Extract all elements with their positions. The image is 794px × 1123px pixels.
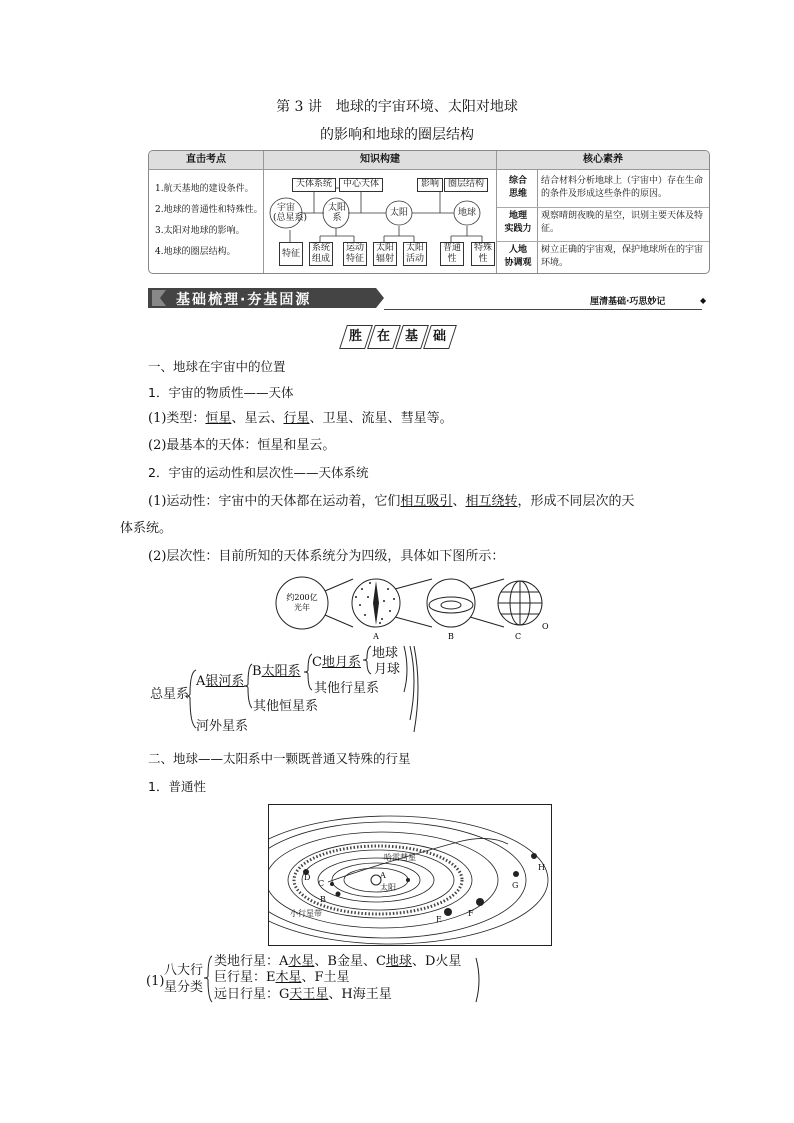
section-banner (148, 286, 384, 310)
box-tianti-xitong: 天体系统 (292, 178, 336, 192)
cls-row-3: 远日行星：G天王星、H海王星 (214, 987, 392, 1002)
box-taiyang-fushe: 太阳 辐射 (373, 242, 397, 266)
heading-s1: 一、地球在宇宙中的位置 (148, 359, 286, 374)
diamond-icon: ◆ (700, 296, 707, 305)
tree-earth: 地球 (372, 646, 399, 661)
tree-other-planet: 其他行星系 (314, 681, 380, 696)
heading-s1-2: 2．宇宙的运动性和层次性——天体系统 (148, 465, 369, 480)
banner-rule (384, 309, 702, 310)
kaodian-4: 4.地球的圈层结构。 (155, 247, 236, 257)
node-diqiu: 地球 (457, 208, 476, 218)
box-zhongxin-tianti: 中心天体 (339, 178, 383, 192)
cls-row-2: 巨行星：E木星、F土星 (214, 970, 350, 985)
grid-char: 基 (395, 325, 429, 349)
grid-char: 胜 (339, 325, 373, 349)
suyang-text-1: 结合材料分析地球上（宇宙中）存在生命的条件及形成这些条件的原因。 (541, 176, 704, 199)
para-basic: (2)最基本的天体：恒星和星云。 (148, 438, 336, 453)
cls-num: (1) (146, 974, 165, 989)
hierarchy-figure (270, 575, 560, 643)
suyang-text-3: 树立正确的宇宙观，保护地球所在的宇宙环境。 (541, 245, 704, 268)
planet-label-b: B (320, 895, 326, 904)
fig-label-a: A (373, 632, 379, 641)
node-yuzhou: 宇宙 (总星系) (273, 203, 308, 223)
para-motion-2: 体系统。 (120, 521, 173, 536)
circle-label-line2: 光年 (294, 603, 310, 612)
overview-table (148, 150, 710, 274)
header-knowledge: 知识构建 (264, 151, 496, 170)
label-sun: 太阳 (380, 883, 396, 892)
tree-root: 总星系 (150, 687, 190, 702)
kaodian-2: 2.地球的普通性和特殊性。 (155, 205, 263, 215)
box-xitong-zucheng: 系统 组成 (309, 242, 333, 266)
suyang-label-2: 地理 实践力 (504, 211, 532, 234)
grid-char: 在 (367, 325, 401, 349)
fig-label-c: C (514, 632, 522, 641)
box-putongxing: 普通 性 (440, 242, 464, 266)
banner-text: 基础梳理·夯基固源 (176, 292, 312, 308)
planet-label-h: H (538, 863, 545, 872)
section-grid-title (343, 325, 455, 349)
fig-label-b: B (448, 632, 454, 641)
box-taiyang-huodong: 太阳 活动 (403, 242, 427, 266)
kaodian-1: 1.航天基地的建设条件。 (155, 184, 254, 194)
suyang-label-3: 人地 协调观 (504, 245, 532, 268)
node-taiyangxi: 太阳 系 (328, 203, 347, 223)
tree-braces (186, 640, 426, 740)
box-quanceng: 圈层结构 (444, 178, 488, 192)
header-kaodian: 直击考点 (149, 151, 263, 170)
tree-extra: 河外星系 (196, 719, 249, 734)
box-yingxiang: 影响 (417, 178, 443, 192)
planet-label-f: F (468, 909, 474, 918)
banner-right-text: 厘清基础·巧思妙记 (590, 297, 666, 307)
tree-other-star: 其他恒星系 (253, 699, 319, 714)
heading-s2: 二、地球——太阳系中一颗既普通又特殊的行星 (148, 751, 411, 766)
cls-label: 八大行 星分类 (164, 963, 204, 995)
planet-label-g: G (512, 881, 519, 890)
heading-s1-1: 1．宇宙的物质性——天体 (148, 385, 294, 400)
grid-char: 础 (423, 325, 457, 349)
para-motion: (1)运动性：宇宙中的天体都在运动着，它们相互吸引、相互绕转，形成不同层次的天 (148, 494, 635, 509)
planet-label-c: C (318, 879, 325, 888)
tree-c: C地月系 (312, 655, 361, 670)
suyang-text-2: 观察晴朗夜晚的星空，识别主要天体及特征。 (541, 211, 704, 234)
label-comet: 哈雷彗星 (384, 853, 416, 862)
box-teshuxing: 特殊 性 (471, 242, 495, 266)
kaodian-3: 3.太阳对地球的影响。 (155, 226, 245, 236)
tree-b: B太阳系 (252, 664, 301, 679)
box-tezheng: 特征 (279, 242, 303, 266)
fig-label-o: O (542, 622, 549, 631)
heading-s2-1: 1．普通性 (148, 779, 206, 794)
box-yundong-tezheng: 运动 特征 (343, 242, 367, 266)
header-suyang: 核心素养 (497, 151, 709, 170)
tree-moon: 月球 (374, 662, 401, 677)
cls-row-1: 类地行星：A水星、B金星、C地球、D火星 (214, 954, 462, 969)
tree-a: A银河系 (196, 674, 245, 689)
suyang-label-1: 综合 思维 (508, 176, 527, 199)
page-subtitle: 的影响和地球的圈层结构 (320, 127, 474, 143)
para-levels: (2)层次性：目前所知的天体系统分为四级，具体如下图所示： (148, 549, 505, 564)
planet-label-d: D (304, 873, 311, 882)
solar-system-figure (268, 804, 552, 946)
planet-label-e: E (436, 915, 442, 924)
planet-label-a: A (380, 871, 386, 880)
page-title: 第 3 讲 地球的宇宙环境、太阳对地球 (276, 99, 518, 115)
circle-label-line1: 约200亿 (286, 593, 318, 602)
para-types: (1)类型：恒星、星云、行星、卫星、流星、彗星等。 (148, 411, 453, 426)
label-belt: 小行星带 (290, 909, 322, 918)
node-taiyang: 太阳 (389, 208, 408, 218)
